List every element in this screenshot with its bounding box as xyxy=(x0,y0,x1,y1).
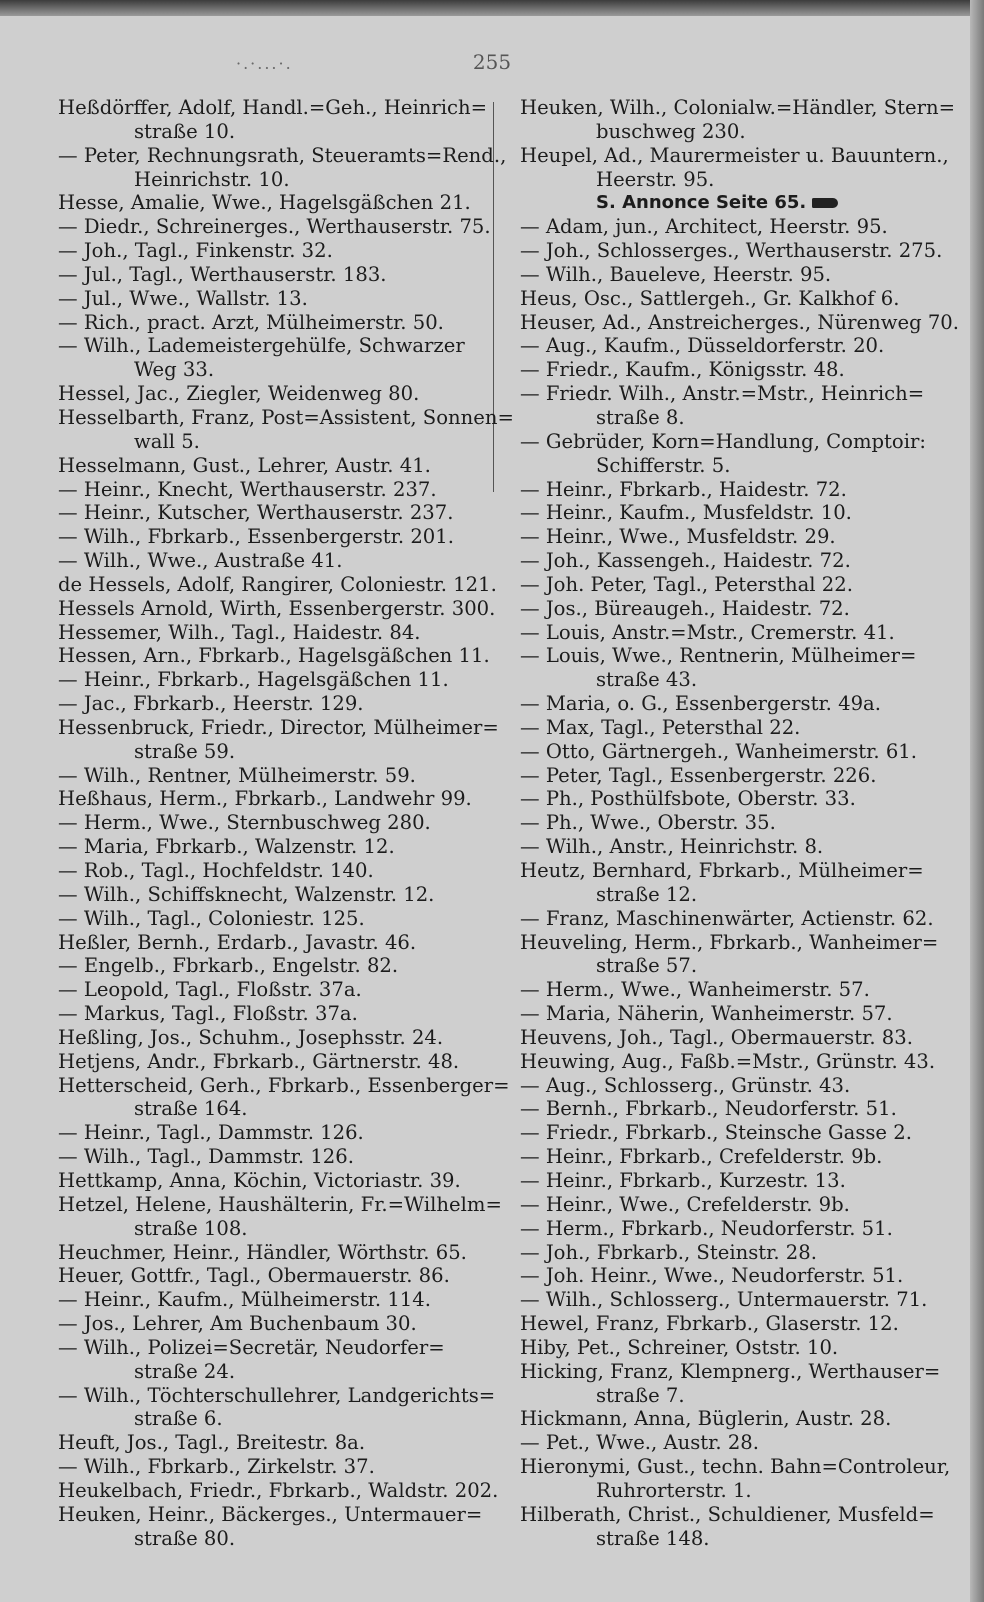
directory-entry xyxy=(58,478,490,502)
directory-entry xyxy=(520,740,956,764)
entry-text: — Bernh., Fbrkarb., Neudorferstr. 51. xyxy=(520,1097,897,1121)
directory-entry xyxy=(58,715,499,740)
entry-text: — Herm., Wwe., Sternbuschweg 280. xyxy=(58,811,431,835)
entry-text: Schifferstr. 5. xyxy=(596,453,731,477)
entry-text: — Joh., Tagl., Finkenstr. 32. xyxy=(58,239,333,263)
page-number: 255 xyxy=(472,50,512,74)
directory-entry xyxy=(520,334,956,358)
entry-text: — Wilh., Schlosserg., Untermauerstr. 71. xyxy=(520,1288,928,1312)
entry-text: — Wilh., Tagl., Coloniestr. 125. xyxy=(58,906,365,930)
directory-entry xyxy=(520,978,956,1002)
entry-text: Heukelbach, Friedr., Fbrkarb., Waldstr. 202. xyxy=(58,1478,499,1502)
directory-entry xyxy=(58,1241,490,1265)
entry-text: Heuvens, Joh., Tagl., Obermauerstr. 83. xyxy=(520,1025,913,1049)
entry-continuation xyxy=(58,740,490,764)
entry-text: — Maria, o. G., Essenbergerstr. 49a. xyxy=(520,692,881,716)
directory-entry xyxy=(58,859,490,883)
directory-entry xyxy=(520,621,956,645)
entry-continuation xyxy=(58,430,490,454)
directory-entry xyxy=(58,263,490,287)
entry-text: — Heinr., Kutscher, Werthauserstr. 237. xyxy=(58,501,454,525)
entry-continuation xyxy=(520,168,956,192)
directory-entry xyxy=(520,478,956,502)
directory-entry xyxy=(520,597,956,621)
entry-text: Heutz, Bernhard, Fbrkarb., Mülheimer= xyxy=(520,859,924,882)
entry-text: buschweg 230. xyxy=(596,119,746,143)
entry-text: straße 24. xyxy=(134,1359,236,1383)
entry-text: Hesselmann, Gust., Lehrer, Austr. 41. xyxy=(58,453,431,477)
directory-entry xyxy=(58,311,490,335)
directory-entry xyxy=(58,978,490,1002)
entry-text: Heuer, Gottfr., Tagl., Obermauerstr. 86. xyxy=(58,1264,450,1288)
directory-entry xyxy=(520,1264,956,1288)
entry-text: Ruhrorterstr. 1. xyxy=(596,1478,752,1502)
directory-entry xyxy=(58,1478,499,1503)
entry-text: — Heinr., Wwe., Crefelderstr. 9b. xyxy=(520,1192,850,1216)
directory-entry xyxy=(520,1431,956,1455)
directory-entry xyxy=(520,1336,956,1360)
entry-text: straße 59. xyxy=(134,739,236,763)
entry-text: Hessen, Arn., Fbrkarb., Hagelsgäßchen 11. xyxy=(58,644,490,668)
directory-entry xyxy=(520,1241,956,1265)
entry-text: Weg 33. xyxy=(134,358,215,382)
entry-text: Heßler, Bernh., Erdarb., Javastr. 46. xyxy=(58,930,417,954)
entry-text: — Wilh., Lademeistergehülfe, Schwarzer xyxy=(58,334,465,358)
directory-entry xyxy=(58,1121,490,1145)
entry-text: Hessels Arnold, Wirth, Essenbergerstr. 300. xyxy=(58,596,496,620)
entry-text: Hesse, Amalie, Wwe., Hagelsgäßchen 21. xyxy=(58,191,471,215)
entry-text: — Aug., Kaufm., Düsseldorferstr. 20. xyxy=(520,334,885,358)
entry-text: Heuft, Jos., Tagl., Breitestr. 8a. xyxy=(58,1431,366,1455)
entry-text: Heuwing, Aug., Faßb.=Mstr., Grünstr. 43. xyxy=(520,1049,936,1073)
entry-text: — Jul., Wwe., Wallstr. 13. xyxy=(58,286,308,310)
entry-text: Heßhaus, Herm., Fbrkarb., Landwehr 99. xyxy=(58,787,472,811)
entry-text: — Wilh., Polizei=Secretär, Neudorfer= xyxy=(58,1335,445,1359)
directory-entry xyxy=(58,1288,490,1312)
directory-entry xyxy=(58,835,490,859)
directory-entry xyxy=(520,931,956,955)
entry-text: — Heinr., Wwe., Musfeldstr. 29. xyxy=(520,525,836,549)
entry-text: Hessenbruck, Friedr., Director, Mülheimer= xyxy=(58,715,499,739)
directory-entry xyxy=(520,287,956,311)
entry-continuation xyxy=(520,954,956,978)
directory-entry xyxy=(520,501,956,525)
entry-text: Heupel, Ad., Maurermeister u. Bauuntern., xyxy=(520,143,949,167)
directory-entry xyxy=(58,334,490,358)
entry-text: Hetjens, Andr., Fbrkarb., Gärtnerstr. 48. xyxy=(58,1049,460,1073)
entry-text: Hewel, Franz, Fbrkarb., Glaserstr. 12. xyxy=(520,1312,899,1336)
directory-entry xyxy=(520,1169,956,1193)
entry-text: — Franz, Maschinenwärter, Actienstr. 62. xyxy=(520,906,934,930)
directory-entry xyxy=(58,764,490,788)
entry-text: Hicking, Franz, Klempnerg., Werthauser= xyxy=(520,1359,941,1383)
directory-entry xyxy=(520,430,956,454)
directory-entry xyxy=(520,549,956,573)
directory-entry xyxy=(58,883,490,907)
directory-entry xyxy=(520,358,956,382)
entry-text: — Heinr., Knecht, Werthauserstr. 237. xyxy=(58,477,437,501)
entry-continuation xyxy=(520,1479,956,1503)
entry-continuation xyxy=(58,1407,490,1431)
entry-text: — Diedr., Schreinerges., Werthauserstr. 75. xyxy=(58,215,491,239)
directory-entry xyxy=(58,239,490,263)
directory-entry xyxy=(58,143,507,168)
entry-continuation xyxy=(58,1527,490,1551)
directory-entry xyxy=(58,1455,490,1479)
entry-text: — Herm., Wwe., Wanheimerstr. 57. xyxy=(520,978,870,1002)
directory-entry xyxy=(58,1383,496,1408)
directory-entry xyxy=(58,787,490,811)
directory-entry xyxy=(520,1097,956,1121)
directory-entry xyxy=(58,1264,490,1288)
entry-text: Heuken, Wilh., Colonialw.=Händler, Stern= xyxy=(520,96,956,119)
directory-entry xyxy=(520,1050,956,1074)
directory-entry xyxy=(58,191,490,215)
scan-right-edge xyxy=(970,0,984,1602)
entry-text: straße 8. xyxy=(596,405,685,429)
entry-text: — Aug., Schlosserg., Grünstr. 43. xyxy=(520,1073,851,1097)
directory-entry xyxy=(58,931,490,955)
entry-continuation xyxy=(520,1384,956,1408)
entry-text: Heuken, Heinr., Bäckerges., Untermauer= xyxy=(58,1502,483,1526)
directory-entry xyxy=(520,525,956,549)
entry-text: Hettkamp, Anna, Köchin, Victoriastr. 39. xyxy=(58,1168,461,1192)
directory-entry xyxy=(520,96,956,120)
entry-text: straße 43. xyxy=(596,668,698,692)
entry-text: — Peter, Rechnungsrath, Steueramts=Rend., xyxy=(58,143,507,167)
entry-text: Heßling, Jos., Schuhm., Josephsstr. 24. xyxy=(58,1025,444,1049)
directory-entry xyxy=(58,215,490,239)
directory-entry xyxy=(58,572,497,597)
entry-text: — Herm., Fbrkarb., Neudorferstr. 51. xyxy=(520,1216,893,1240)
entry-text: straße 108. xyxy=(134,1216,248,1240)
entry-text: — Rob., Tagl., Hochfeldstr. 140. xyxy=(58,859,374,882)
directory-entry xyxy=(58,1002,490,1026)
entry-text: — Wilh., Töchterschullehrer, Landgerichts= xyxy=(58,1383,496,1407)
directory-entry xyxy=(58,1026,490,1050)
entry-text: — Otto, Gärtnergeh., Wanheimerstr. 61. xyxy=(520,739,918,763)
entry-text: straße 148. xyxy=(596,1526,710,1550)
entry-text: — Wilh., Fbrkarb., Zirkelstr. 37. xyxy=(58,1455,375,1479)
entry-text: — Rich., pract. Arzt, Mülheimerstr. 50. xyxy=(58,310,444,334)
entry-continuation xyxy=(520,883,956,907)
directory-entry xyxy=(58,644,490,668)
directory-entry xyxy=(58,549,490,573)
entry-text: — Markus, Tagl., Floßstr. 37a. xyxy=(58,1002,358,1026)
directory-entry xyxy=(520,1407,956,1431)
entry-text: Hetterscheid, Gerh., Fbrkarb., Essenberger= xyxy=(58,1073,510,1097)
directory-entry xyxy=(520,215,956,239)
entry-text: — Joh. Peter, Tagl., Petersthal 22. xyxy=(520,572,853,596)
entry-text: — Heinr., Tagl., Dammstr. 126. xyxy=(58,1121,364,1145)
entry-text: — Wilh., Schiffsknecht, Walzenstr. 12. xyxy=(58,882,435,906)
entry-text: Heinrichstr. 10. xyxy=(134,167,290,191)
entry-text: S. Annonce Seite 65. xyxy=(596,192,807,214)
directory-entry xyxy=(520,263,956,287)
directory-entry xyxy=(520,859,956,883)
directory-entry xyxy=(520,1288,956,1312)
directory-entry xyxy=(520,644,956,668)
entry-text: straße 80. xyxy=(134,1526,236,1550)
entry-text: — Wilh., Tagl., Dammstr. 126. xyxy=(58,1145,354,1169)
entry-text: straße 10. xyxy=(134,119,236,143)
directory-entry xyxy=(58,954,490,978)
directory-entry xyxy=(58,1312,490,1336)
directory-entry xyxy=(58,1145,490,1169)
entry-text: Hickmann, Anna, Büglerin, Austr. 28. xyxy=(520,1407,892,1431)
entry-text: Hesselbarth, Franz, Post=Assistent, Sonnen= xyxy=(58,405,514,429)
entry-text: — Joh. Heinr., Wwe., Neudorferstr. 51. xyxy=(520,1264,904,1288)
entry-text: — Gebrüder, Korn=Handlung, Comptoir: xyxy=(520,429,926,453)
entry-text: — Engelb., Fbrkarb., Engelstr. 82. xyxy=(58,954,399,978)
directory-entry xyxy=(58,501,490,525)
entry-text: — Wilh., Wwe., Austraße 41. xyxy=(58,549,343,573)
directory-entry xyxy=(58,525,490,549)
entry-continuation xyxy=(520,454,956,478)
entry-text: — Leopold, Tagl., Floßstr. 37a. xyxy=(58,978,362,1002)
entry-text: — Peter, Tagl., Essenbergerstr. 226. xyxy=(520,763,877,787)
directory-entry xyxy=(520,907,956,931)
entry-text: — Friedr., Fbrkarb., Steinsche Gasse 2. xyxy=(520,1121,912,1145)
entry-text: — Heinr., Fbrkarb., Hagelsgäßchen 11. xyxy=(58,668,449,692)
directory-entry xyxy=(520,1074,956,1098)
entry-text: Hessel, Jac., Ziegler, Weidenweg 80. xyxy=(58,382,420,406)
entry-text: Heus, Osc., Sattlergeh., Gr. Kalkhof 6. xyxy=(520,286,900,310)
entry-continuation xyxy=(520,1527,956,1551)
entry-text: — Jac., Fbrkarb., Heerstr. 129. xyxy=(58,692,364,716)
entry-text: — Max, Tagl., Petersthal 22. xyxy=(520,715,801,739)
directory-entry xyxy=(58,907,490,931)
directory-entry xyxy=(58,1503,490,1527)
entry-text: — Adam, jun., Architect, Heerstr. 95. xyxy=(520,215,888,239)
entry-text: — Jos., Lehrer, Am Buchenbaum 30. xyxy=(58,1312,417,1336)
entry-text: — Heinr., Fbrkarb., Kurzestr. 13. xyxy=(520,1168,846,1192)
directory-entry xyxy=(520,811,956,835)
directory-entry xyxy=(520,310,960,335)
entry-text: — Wilh., Baueleve, Heerstr. 95. xyxy=(520,262,832,286)
entry-text: Heuchmer, Heinr., Händler, Wörthstr. 65. xyxy=(58,1240,467,1264)
entry-text: straße 6. xyxy=(134,1407,223,1431)
annonce-reference xyxy=(520,191,956,215)
entry-text: — Wilh., Fbrkarb., Essenbergerstr. 201. xyxy=(58,525,454,549)
entry-text: — Jul., Tagl., Werthauserstr. 183. xyxy=(58,262,387,286)
directory-entry xyxy=(520,1217,956,1241)
entry-text: Heuser, Ad., Anstreicherges., Nürenweg 70. xyxy=(520,310,960,334)
directory-entry xyxy=(58,405,514,430)
directory-entry xyxy=(58,1431,490,1455)
directory-entry xyxy=(520,1503,956,1527)
entry-continuation xyxy=(58,1360,490,1384)
directory-entry xyxy=(58,1073,510,1098)
entry-text: Heerstr. 95. xyxy=(596,167,715,191)
directory-entry xyxy=(520,692,956,716)
entry-text: — Joh., Schlosserges., Werthauserstr. 275. xyxy=(520,239,943,263)
entry-text: — Wilh., Rentner, Mülheimerstr. 59. xyxy=(58,763,416,787)
entry-continuation xyxy=(58,120,490,144)
directory-entry xyxy=(520,239,956,263)
entry-text: — Pet., Wwe., Austr. 28. xyxy=(520,1431,759,1455)
entry-text: Heuveling, Herm., Fbrkarb., Wanheimer= xyxy=(520,930,939,954)
directory-entry xyxy=(58,1192,502,1217)
entry-text: — Ph., Posthülfsbote, Oberstr. 33. xyxy=(520,787,856,811)
directory-entry xyxy=(58,287,490,311)
entry-text: — Maria, Näherin, Wanheimerstr. 57. xyxy=(520,1002,893,1026)
directory-entry xyxy=(58,668,490,692)
directory-entry xyxy=(520,835,956,859)
entry-continuation xyxy=(520,120,956,144)
directory-entry xyxy=(520,1002,956,1026)
directory-entry xyxy=(520,787,956,811)
entry-text: wall 5. xyxy=(134,429,200,453)
entry-continuation xyxy=(520,406,956,430)
pointing-hand-icon xyxy=(812,198,838,208)
entry-text: — Heinr., Kaufm., Mülheimerstr. 114. xyxy=(58,1288,431,1312)
entry-text: — Joh., Kassengeh., Haidestr. 72. xyxy=(520,549,851,573)
entry-text: — Jos., Büreaugeh., Haidestr. 72. xyxy=(520,596,850,620)
entry-text: straße 164. xyxy=(134,1097,248,1121)
right-column xyxy=(520,96,960,1550)
directory-entry xyxy=(58,621,490,645)
entry-continuation xyxy=(58,1217,490,1241)
directory-entry xyxy=(520,1360,956,1384)
entry-text: straße 12. xyxy=(596,882,698,906)
entry-text: Heßdörffer, Adolf, Handl.=Geh., Heinrich= xyxy=(58,96,488,119)
scan-top-edge xyxy=(0,0,984,16)
directory-entry xyxy=(520,1145,956,1169)
entry-text: — Friedr. Wilh., Anstr.=Mstr., Heinrich= xyxy=(520,382,925,406)
entry-text: — Maria, Fbrkarb., Walzenstr. 12. xyxy=(58,835,395,859)
directory-entry xyxy=(58,1336,490,1360)
directory-entry xyxy=(58,96,490,120)
directory-entry xyxy=(520,573,956,597)
entry-text: straße 57. xyxy=(596,954,698,978)
entry-text: — Friedr., Kaufm., Königsstr. 48. xyxy=(520,358,845,382)
entry-text: — Heinr., Kaufm., Musfeldstr. 10. xyxy=(520,501,852,525)
entry-text: Hieronymi, Gust., techn. Bahn=Controleur, xyxy=(520,1455,951,1479)
directory-entry xyxy=(520,382,956,406)
directory-entry xyxy=(520,764,956,788)
entry-text: Hiby, Pet., Schreiner, Oststr. 10. xyxy=(520,1335,839,1359)
entry-text: — Wilh., Anstr., Heinrichstr. 8. xyxy=(520,835,824,859)
directory-entry xyxy=(58,454,490,478)
directory-entry xyxy=(520,716,956,740)
running-head: ·.·...·. xyxy=(236,54,293,73)
entry-text: Hessemer, Wilh., Tagl., Haidestr. 84. xyxy=(58,620,421,644)
entry-text: straße 7. xyxy=(596,1383,685,1407)
entry-text: de Hessels, Adolf, Rangirer, Coloniestr. 121. xyxy=(58,572,497,596)
entry-text: Hilberath, Christ., Schuldiener, Musfeld= xyxy=(520,1502,935,1526)
entry-text: — Joh., Fbrkarb., Steinstr. 28. xyxy=(520,1240,817,1264)
entry-text: — Louis, Anstr.=Mstr., Cremerstr. 41. xyxy=(520,620,895,644)
directory-entry xyxy=(58,382,490,406)
entry-text: — Louis, Wwe., Rentnerin, Mülheimer= xyxy=(520,644,917,668)
directory-entry xyxy=(520,144,956,168)
directory-entry xyxy=(58,1169,490,1193)
entry-text: — Heinr., Fbrkarb., Crefelderstr. 9b. xyxy=(520,1145,883,1169)
directory-entry xyxy=(58,1050,490,1074)
directory-entry xyxy=(58,596,496,621)
directory-entry xyxy=(58,811,490,835)
directory-entry xyxy=(520,1312,956,1336)
entry-continuation xyxy=(58,358,490,382)
entry-text: — Ph., Wwe., Oberstr. 35. xyxy=(520,811,776,835)
entry-continuation xyxy=(58,168,490,192)
entry-text: — Heinr., Fbrkarb., Haidestr. 72. xyxy=(520,477,847,501)
directory-entry xyxy=(520,1193,956,1217)
left-column xyxy=(58,96,514,1550)
entry-continuation xyxy=(58,1097,490,1121)
entry-continuation xyxy=(520,668,956,692)
entry-text: Hetzel, Helene, Haushälterin, Fr.=Wilhelm= xyxy=(58,1192,502,1216)
directory-entry xyxy=(520,1121,956,1145)
directory-entry xyxy=(520,1455,956,1479)
directory-entry xyxy=(58,692,490,716)
directory-entry xyxy=(520,1026,956,1050)
